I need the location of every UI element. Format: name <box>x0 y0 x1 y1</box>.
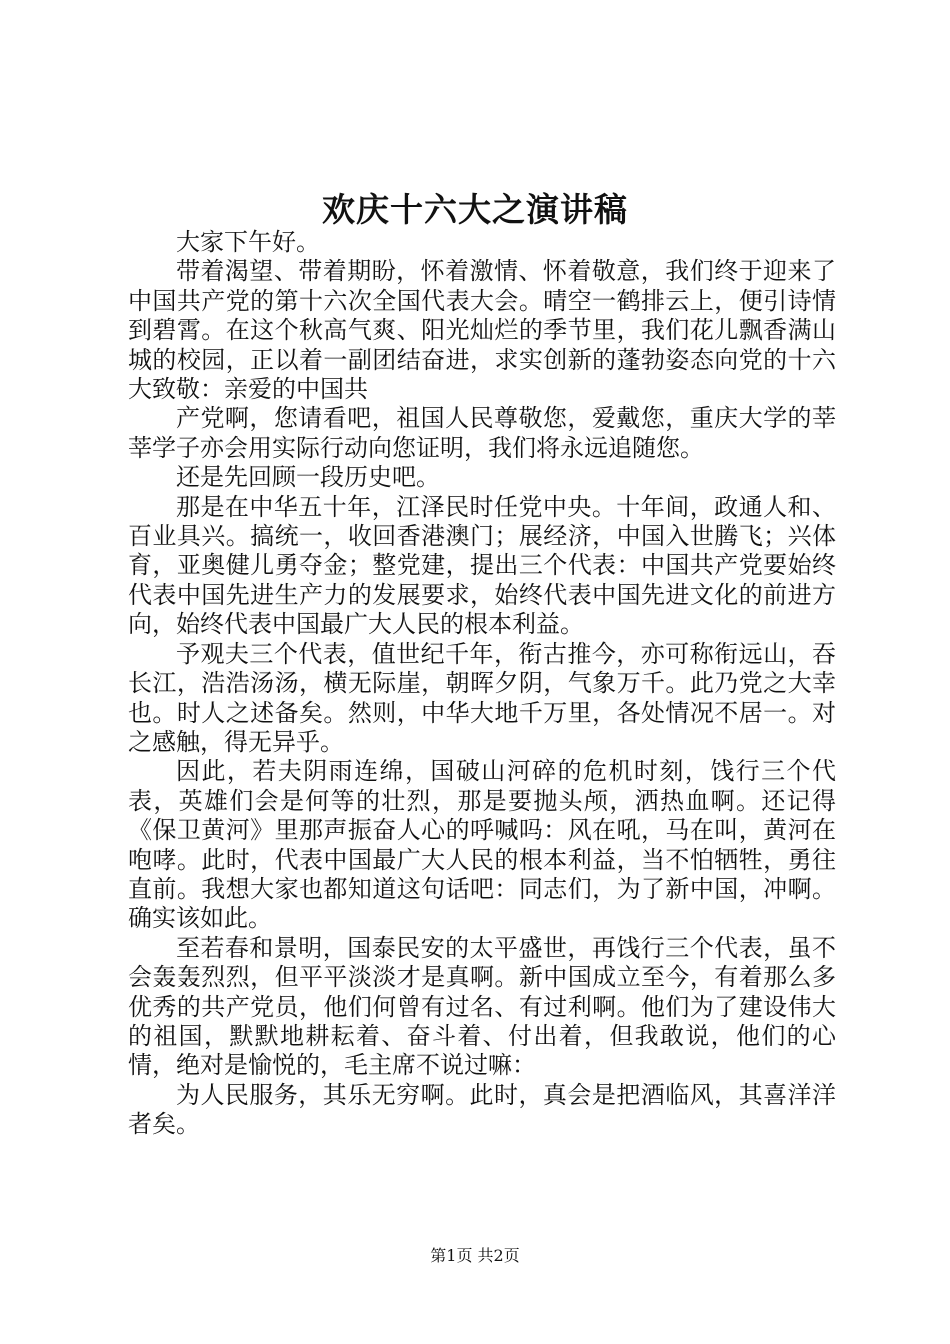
paragraph: 因此，若夫阴雨连绵，国破山河碎的危机时刻，饯行三个代表，英雄们会是何等的壮烈，那是要抛头颅，洒热血啊。还记得《保卫黄河》里那声振奋人心的呼喊吗：风在吼，马在叫，黄河在咆哮。此时，代表中国最广大人民的根本利益，当不怕牺牲，勇往直前。我想大家也都知道这句话吧：同志们，为了新中国，冲啊。确实该如此。 <box>128 757 836 933</box>
paragraph: 予观夫三个代表，值世纪千年，衔古推今，亦可称衔远山，吞长江，浩浩汤汤，横无际崖，朝晖夕阴，气象万千。此乃党之大幸也。时人之述备矣。然则，中华大地千万里，各处情况不居一。对之感触，得无异乎。 <box>128 639 836 756</box>
paragraph: 大家下午好。 <box>176 228 320 256</box>
paragraph: 产党啊，您请看吧，祖国人民尊敬您，爱戴您，重庆大学的莘莘学子亦会用实际行动向您证明，我们将永远追随您。 <box>128 404 836 462</box>
paragraph: 带着渴望、带着期盼，怀着激情、怀着敬意，我们终于迎来了中国共产党的第十六次全国代表大会。晴空一鹤排云上，便引诗情到碧霄。在这个秋高气爽、阳光灿烂的季节里，我们花儿飘香满山城的校园，正以着一副团结奋进，求实创新的蓬勃姿态向党的十六大致敬：亲爱的中国共 <box>128 257 836 404</box>
paragraph: 还是先回顾一段历史吧。 <box>176 463 440 492</box>
paragraph: 那是在中华五十年，江泽民时任党中央。十年间，政通人和、百业具兴。搞统一，收回香港澳门；展经济，中国入世腾飞；兴体育，亚奥健儿勇夺金；整党建，提出三个代表：中国共产党要始终代表中国先进生产力的发展要求，始终代表中国先进文化的前进方向，始终代表中国最广大人民的根本利益。 <box>128 492 836 639</box>
document-title: 欢庆十六大之演讲稿 <box>322 190 628 229</box>
document-body <box>128 228 836 1140</box>
paragraph: 为人民服务，其乐无穷啊。此时，真会是把酒临风，其喜洋洋者矣。 <box>128 1080 836 1139</box>
page-number-footer: 第1页 共2页 <box>430 1246 520 1265</box>
paragraph: 至若春和景明，国泰民安的太平盛世，再饯行三个代表，虽不会轰轰烈烈，但平平淡淡才是真啊。新中国成立至今，有着那么多优秀的共产党员，他们何曾有过名、有过利啊。他们为了建设伟大的祖国，默默地耕耘着、奋斗着、付出着，但我敢说，他们的心情，绝对是愉悦的，毛主席不说过嘛： <box>128 933 836 1080</box>
